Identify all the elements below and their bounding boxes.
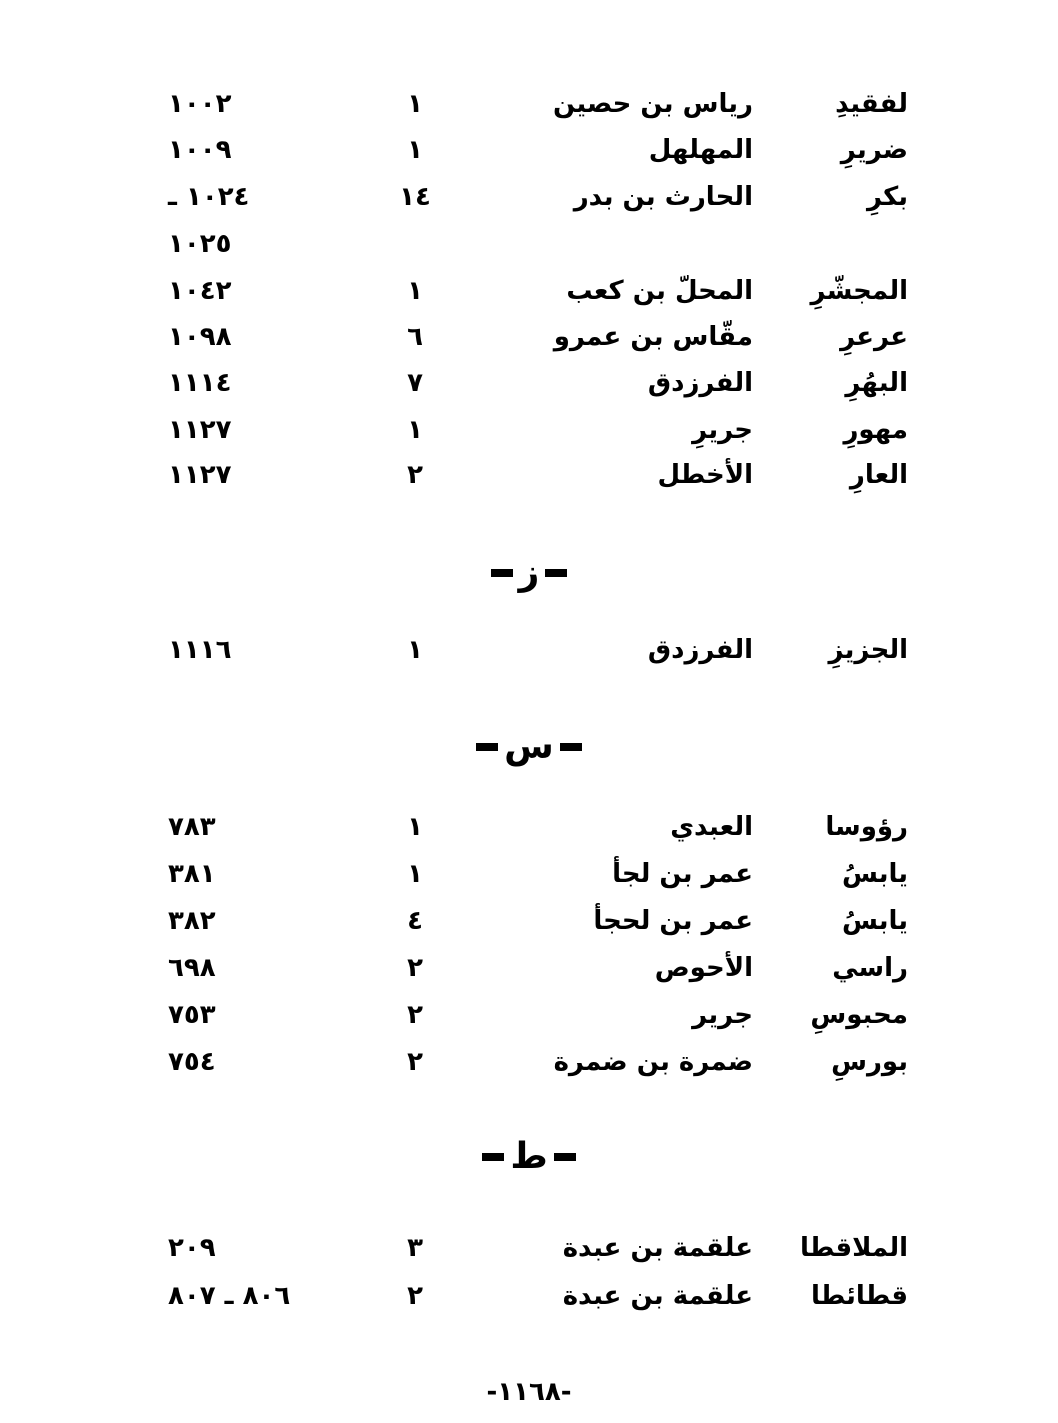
page-ref: ٢٠٩: [168, 1233, 216, 1263]
rhyme-word: المجشّرِ: [810, 276, 908, 306]
page-ref: ١٠٩٨: [168, 322, 232, 352]
index-row: [0, 1039, 1058, 1085]
rhyme-word: راسي: [832, 953, 908, 983]
page-ref: ٨٠٦ ـ ٨٠٧: [168, 1281, 291, 1311]
verse-count: ٢: [407, 1047, 423, 1077]
page-ref: ١١١٦: [168, 635, 232, 665]
index-row: [0, 452, 1058, 498]
section-letter: ط: [510, 1136, 548, 1177]
verse-count: ٢: [407, 953, 423, 983]
page-ref: ٧٥٤: [168, 1047, 216, 1077]
index-row: [0, 360, 1058, 406]
index-row: [0, 945, 1058, 991]
index-row: [0, 851, 1058, 897]
verse-count: [380, 221, 450, 267]
poet-name: الحارث بن بدر: [573, 182, 753, 212]
verse-count: ١: [407, 415, 423, 445]
index-row: [0, 1273, 1058, 1319]
heading-dash: [554, 1153, 576, 1161]
rhyme-word: قطائطا: [811, 1281, 908, 1311]
index-row: [0, 804, 1058, 850]
section-heading: [0, 717, 1058, 777]
rhyme-word: الملاقطا: [800, 1233, 908, 1263]
poet-name: الفرزدق: [647, 368, 753, 398]
index-row: [0, 992, 1058, 1038]
index-row: [0, 1225, 1058, 1271]
verse-count: ٤: [407, 906, 423, 936]
poet-name: عمر بن لجأ: [612, 859, 753, 889]
poet-name: الأحوص: [654, 953, 753, 983]
verse-count: ١: [407, 635, 423, 665]
rhyme-word: مهورِ: [843, 415, 908, 445]
poet-name: علقمة بن عبدة: [562, 1233, 753, 1263]
page-ref: ١٠٠٩: [168, 135, 232, 165]
heading-dash: [482, 1153, 504, 1161]
verse-count: ٧: [407, 368, 423, 398]
index-row: [0, 174, 1058, 220]
poet-name: المحلّ بن كعب: [566, 276, 753, 306]
index-row: [0, 407, 1058, 453]
rhyme-word: رؤوسا: [825, 812, 908, 842]
rhyme-word: يابسُ: [841, 906, 908, 936]
page-ref: ٧٨٣: [168, 812, 216, 842]
page-number: -١١٦٨-: [486, 1377, 572, 1407]
index-row: [0, 627, 1058, 673]
rhyme-word: البهُرِ: [845, 368, 908, 398]
verse-count: ١: [407, 859, 423, 889]
poet-name: العبدي: [670, 812, 753, 842]
index-row: [0, 127, 1058, 173]
poet-name: عمر بن لحجأ: [593, 906, 753, 936]
index-row: [0, 81, 1058, 127]
rhyme-word: ضريرِ: [840, 135, 908, 165]
verse-count: ٦: [407, 322, 423, 352]
poet-name: المهلهل: [648, 135, 753, 165]
page-ref: ١٠٢٥: [168, 229, 232, 259]
verse-count: ٢: [407, 460, 423, 490]
index-row: [0, 268, 1058, 314]
index-row: [0, 221, 1058, 267]
page-ref: ١٠٤٢: [168, 276, 232, 306]
rhyme-word: محبوسِ: [810, 1000, 908, 1030]
page-ref: ٣٨٢: [168, 906, 216, 936]
poet-name: الفرزدق: [647, 635, 753, 665]
page-ref: ١١١٤: [168, 368, 232, 398]
verse-count: ٣: [407, 1233, 423, 1263]
index-row: [0, 314, 1058, 360]
section-letter: س: [504, 726, 554, 767]
verse-count: ١: [407, 89, 423, 119]
poet-name: علقمة بن عبدة: [562, 1281, 753, 1311]
page-ref: ٧٥٣: [168, 1000, 216, 1030]
page-ref: ١١٢٧: [168, 460, 232, 490]
poet-name: رياس بن حصين: [552, 89, 753, 119]
rhyme-word: بورسِ: [831, 1047, 908, 1077]
verse-count: ١: [407, 135, 423, 165]
poet-name: جرير: [692, 1000, 753, 1030]
heading-dash: [560, 743, 582, 751]
rhyme-word: العارِ: [849, 460, 908, 490]
rhyme-word: يابسُ: [841, 859, 908, 889]
page-ref: ١١٢٧: [168, 415, 232, 445]
rhyme-word: الجزيزِ: [828, 635, 908, 665]
verse-count: ١٤: [399, 182, 431, 212]
section-letter: ز: [518, 552, 540, 593]
heading-dash: [491, 569, 513, 577]
rhyme-word: لفقيدِ: [835, 89, 908, 119]
verse-count: ١: [407, 276, 423, 306]
page-ref: ٣٨١: [168, 859, 216, 889]
page-ref: ١٠٠٢: [168, 89, 232, 119]
page-ref: ١٠٢٤ ـ: [168, 182, 250, 212]
poet-name: ضمرة بن ضمرة: [553, 1047, 753, 1077]
verse-count: ١: [407, 812, 423, 842]
page-ref: ٦٩٨: [168, 953, 216, 983]
verse-count: ٢: [407, 1281, 423, 1311]
rhyme-word: عرعرِ: [840, 322, 908, 352]
section-heading: [0, 543, 1058, 603]
verse-count: ٢: [407, 1000, 423, 1030]
rhyme-word: بكرِ: [866, 182, 908, 212]
poet-name: مقّاس بن عمرو: [553, 322, 753, 352]
poet-name: جريرِ: [692, 415, 753, 445]
heading-dash: [476, 743, 498, 751]
index-row: [0, 898, 1058, 944]
poet-name: الأخطل: [657, 460, 753, 490]
heading-dash: [545, 569, 567, 577]
section-heading: [0, 1127, 1058, 1187]
